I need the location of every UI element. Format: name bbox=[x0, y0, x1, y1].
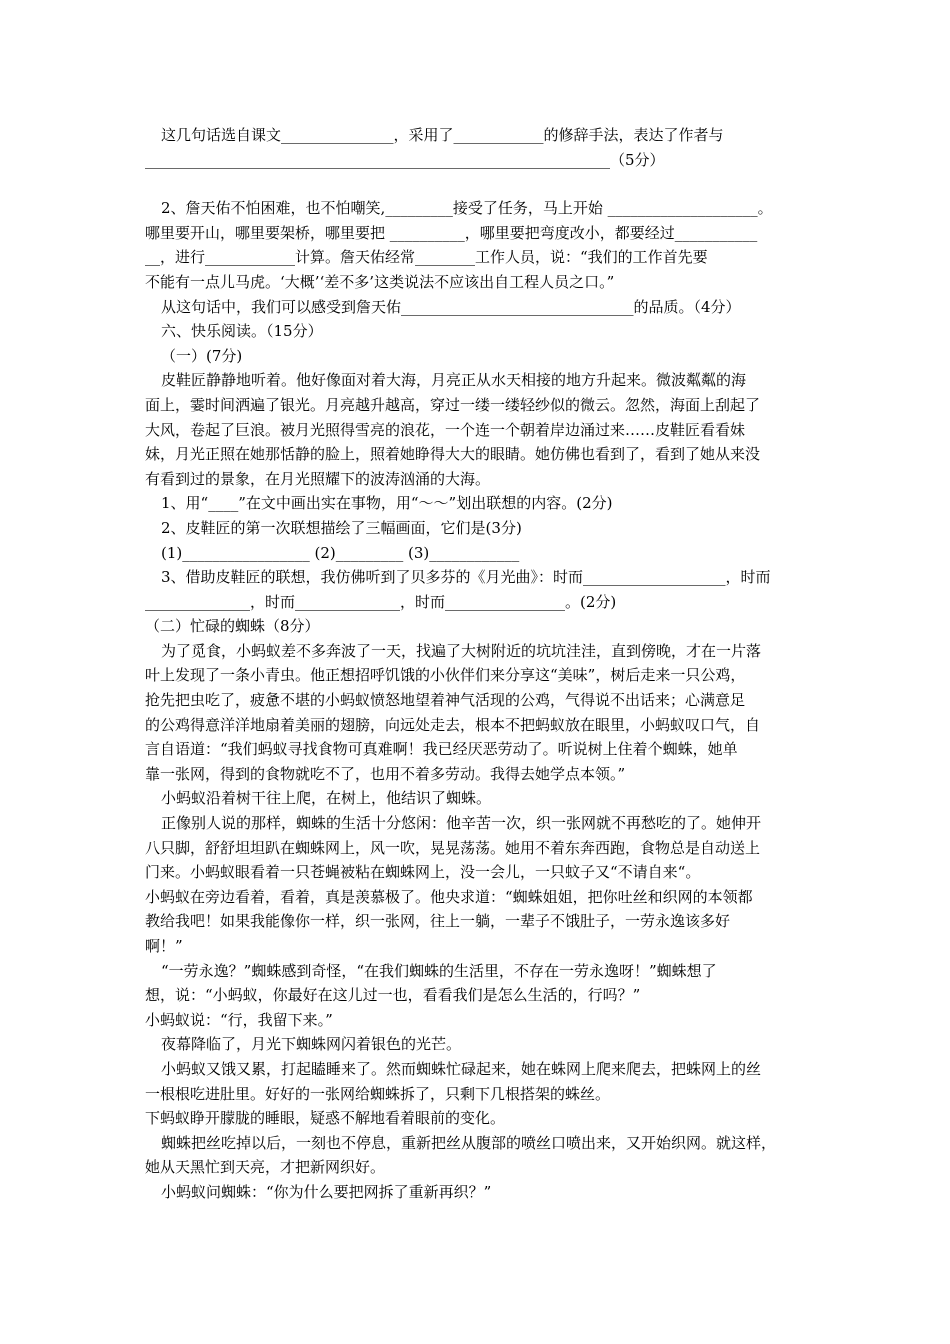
text-line: 2、詹天佑不怕困难，也不怕嘲笑,_________接受了任务，马上开始 ____________________。 bbox=[161, 199, 773, 218]
text-line: 言自语道：“我们蚂蚁寻找食物可真难啊！我已经厌恶劳动了。听说树上住着个蜘蛛，她单 bbox=[145, 740, 738, 759]
text-line: 从这句话中，我们可以感受到詹天佑_______________________________的品质。（4分） bbox=[161, 297, 741, 316]
text-line: 教给我吧！如果我能像你一样，织一张网，往上一躺，一辈子不饿肚子，一劳永逸该多好 bbox=[145, 912, 731, 931]
text-line: 的公鸡得意洋洋地扇着美丽的翅膀，向远处走去，根本不把蚂蚁放在眼里，小蚂蚁叹口气，自 bbox=[145, 715, 761, 734]
text-line: 为了觅食，小蚂蚁差不多奔波了一天，找遍了大树附近的坑坑洼洼，直到傍晚，才在一片落 bbox=[161, 641, 762, 660]
text-line: 啊！” bbox=[145, 937, 183, 955]
text-line: __，进行____________计算。詹天佑经常________工作人员，说：“我们的工作首先要 bbox=[145, 248, 708, 267]
text-line: 抢先把虫吃了，疲惫不堪的小蚂蚁愤怒地望着神气活现的公鸡，气得说不出话来；心满意足 bbox=[145, 691, 746, 710]
text-line: (1)_________________ (2)_________ (3)____________ bbox=[161, 543, 520, 562]
text-line: 妹，月光正照在她那恬静的脸上，照着她睁得大大的眼睛。她仿佛也看到了，看到了她从来没 bbox=[145, 445, 761, 464]
text-line: ______________________________________________________________（5分） bbox=[145, 150, 665, 169]
text-line: 门来。小蚂蚁眼看着一只苍蝇被粘在蜘蛛网上，没一会儿，一只蚊子又“不请自来“。 bbox=[145, 863, 701, 882]
text-line: 下蚂蚁睁开朦胧的睡眼，疑惑不解地看着眼前的变化。 bbox=[145, 1109, 506, 1128]
text-line: 小蚂蚁沿着树干往上爬，在树上，他结识了蜘蛛。 bbox=[161, 789, 492, 808]
text-line: 3、借助皮鞋匠的联想，我仿佛听到了贝多芬的《月光曲》：时而___________________，时而 bbox=[161, 568, 771, 587]
text-line: （二）忙碌的蜘蛛（8分） bbox=[145, 617, 320, 636]
text-line: “一劳永逸？”蜘蛛感到奇怪，“在我们蜘蛛的生活里，不存在一劳永逸呀！”蜘蛛想了 bbox=[161, 961, 717, 980]
text-line: 六、快乐阅读。（15分） bbox=[161, 322, 323, 341]
text-line: 面上，霎时间洒遍了银光。月亮越升越高，穿过一缕一缕轻纱似的微云。忽然，海面上刮起了 bbox=[145, 395, 761, 414]
text-line: 大风，卷起了巨浪。被月光照得雪亮的浪花，一个连一个朝着岸边涌过来……皮鞋匠看看妹 bbox=[145, 420, 746, 439]
text-line: 这几句话选自课文_______________，采用了____________的修辞手法，表达了作者与 bbox=[161, 126, 724, 144]
text-line: 有看到过的景象，在月光照耀下的波涛汹涌的大海。 bbox=[145, 469, 491, 488]
text-line: 2、皮鞋匠的第一次联想描绘了三幅画面，它们是(3分) bbox=[161, 518, 522, 537]
text-line: 小蚂蚁又饿又累，打起瞌睡来了。然而蜘蛛忙碌起来，她在蛛网上爬来爬去，把蛛网上的丝 bbox=[161, 1059, 762, 1078]
text-line: 1、用“____”在文中画出实在事物，用“～～”划出联想的内容。(2分) bbox=[161, 494, 613, 513]
blank-line bbox=[145, 172, 813, 196]
text-line: 靠一张网，得到的食物就吃不了，也用不着多劳动。我得去她学点本领。” bbox=[145, 764, 626, 783]
text-line: 八只脚，舒舒坦坦趴在蜘蛛网上，风一吹，晃晃荡荡。她用不着东奔西跑，食物总是自动送上 bbox=[145, 838, 761, 857]
text-line: 不能有一点儿马虎。‘大概’‘差不多’这类说法不应该出自工程人员之口。” bbox=[145, 272, 615, 291]
text-line: 一根根吃进肚里。好好的一张网给蜘蛛拆了，只剩下几根搭架的蛛丝。 bbox=[145, 1084, 611, 1103]
document-page bbox=[145, 123, 813, 1205]
text-line: 皮鞋匠静静地听着。他好像面对着大海，月亮正从水天相接的地方升起来。微波粼粼的海 bbox=[161, 371, 747, 390]
text-line: ______________，时而______________，时而________________。(2分) bbox=[145, 592, 617, 611]
text-line: 想，说：“小蚂蚁，你最好在这儿过一也，看看我们是怎么生活的，行吗？” bbox=[145, 986, 641, 1005]
text-line: （一）(7分) bbox=[161, 346, 243, 365]
text-line: 叶上发现了一条小青虫。他正想招呼饥饿的小伙伴们来分享这“美味”，树后走来一只公鸡， bbox=[145, 666, 746, 685]
text-line: 夜幕降临了，月光下蜘蛛网闪着银色的光芒。 bbox=[161, 1035, 462, 1054]
text-line: 小蚂蚁在旁边看着，看着，真是羡慕极了。他央求道：“蜘蛛姐姐，把你吐丝和织网的本领都 bbox=[145, 887, 753, 906]
text-line: 小蚂蚁问蜘蛛：“你为什么要把网拆了重新再织？” bbox=[161, 1182, 492, 1201]
text-line: 正像别人说的那样，蜘蛛的生活十分悠闲：他辛苦一次，织一张网就不再愁吃的了。她伸开 bbox=[161, 814, 762, 833]
text-line: 她从天黑忙到天亮，才把新网织好。 bbox=[145, 1158, 386, 1177]
text-line: 小蚂蚁说：“行，我留下来。” bbox=[145, 1010, 333, 1029]
text-line: 哪里要开山，哪里要架桥，哪里要把 __________，哪里要把弯度改小，都要经过___________ bbox=[145, 223, 758, 242]
text-line: 蜘蛛把丝吃掉以后，一刻也不停息，重新把丝从腹部的喷丝口喷出来，又开始织网。就这样， bbox=[161, 1133, 777, 1152]
